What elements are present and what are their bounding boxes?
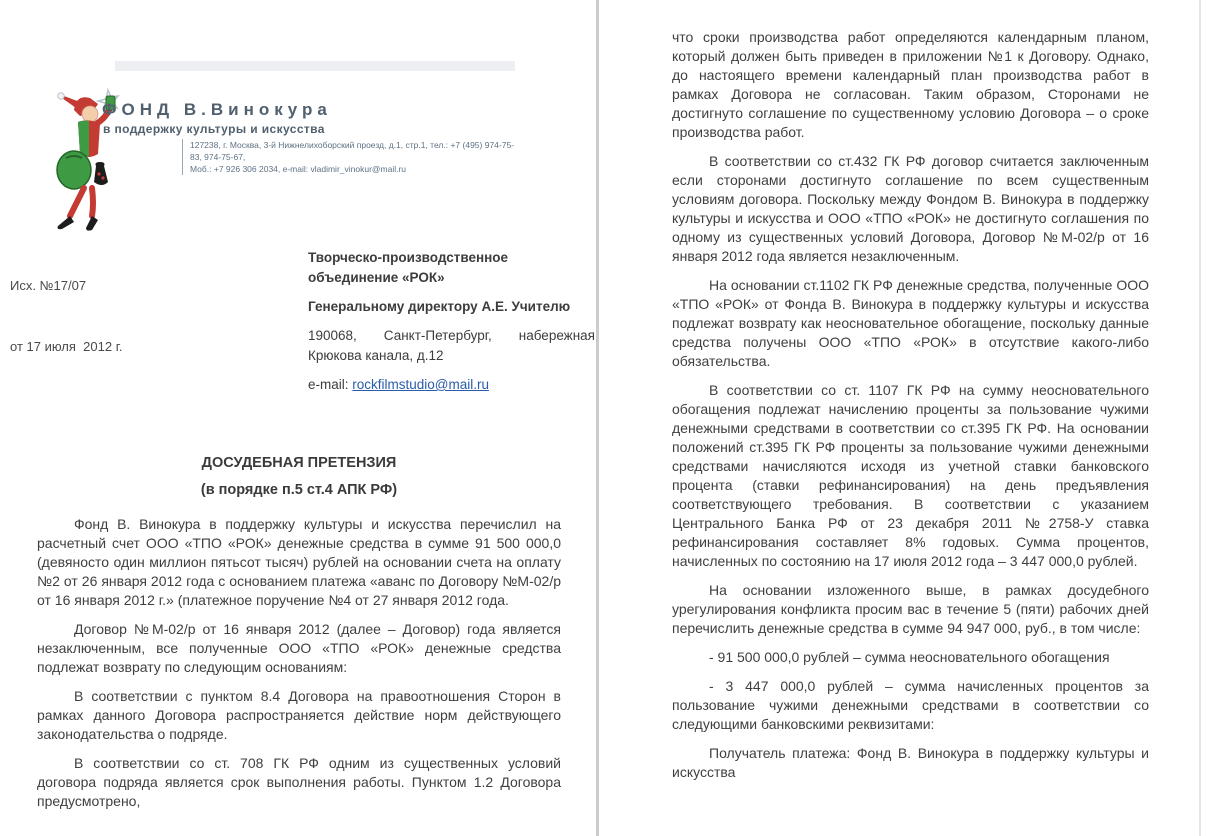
- recipient-address-line2: Крюкова канала, д.12: [308, 348, 444, 363]
- letterhead-org-name: ФОНД В.Винокура: [102, 100, 332, 119]
- paragraph: В соответствии со ст.432 ГК РФ договор считается заключенным если сторонами достигнуто соглашение по всем существенным условиям договора. Поскольку между Фондом В. Винокура в поддержку культуры и искусства и ООО «ТПО «РОК» не достигнуто соглашения по одному из существенных условий Договора, Договор №М-02/р от 16 января 2012 года является незаключенным.: [672, 153, 1149, 264]
- page-1-body: [37, 455, 561, 821]
- ref-number: Исх. №17/07: [10, 278, 87, 293]
- recipient-email-row: [308, 375, 595, 395]
- scan-artifact-strip: [115, 61, 515, 71]
- paragraph: Фонд В. Винокура в поддержку культуры и искусства перечислил на расчетный счет ООО «ТПО «РОК» денежные средства в сумме 91 500 000,0 (девяносто один миллион пятьсот тысяч) рублей на основании счета на оплату №2 от 26 января 2012 года с основанием платежа «аванс по Договору №М-02/р от 16 января 2012 г.» (платежное поручение №4 от 27 января 2012 года.: [37, 516, 561, 608]
- recipient-address: [308, 326, 595, 366]
- ref-date: от 17 июля 2012 г.: [10, 339, 123, 354]
- paragraph: На основании ст.1102 ГК РФ денежные средства, полученные ООО «ТПО «РОК» от Фонда В. Винокура в поддержку культуры и искусства подлежат возврату как неосновательное обогащение, поскольку данные средства получены ООО «ТПО «РОК» в отсутствие какого-либо обязательства.: [672, 277, 1149, 369]
- recipient-org-line1: Творческо-производственное: [308, 250, 509, 265]
- recipient-organization: [308, 248, 595, 288]
- paragraph: В соответствии со ст. 708 ГК РФ одним из существенных условий договора подряда является срок выполнения работы. Пунктом 1.2 Договора предусмотрено,: [37, 755, 561, 809]
- letterhead-address-line2: Моб.: +7 926 306 2034, e-mail: vladimir_vinokur@mail.ru: [190, 164, 407, 174]
- payee-line: Получатель платежа: Фонд В. Винокура в поддержку культуры и искусства: [672, 745, 1149, 780]
- recipient-block: [308, 248, 595, 404]
- recipient-address-line1: 190068, Санкт-Петербург, набережная: [308, 328, 595, 343]
- paragraph: В соответствии со ст. 1107 ГК РФ на сумму неосновательного обогащения подлежат начислению проценты за пользование чужими денежными средствами в соответствии со ст.395 ГК РФ. На основании положений ст.395 ГК РФ проценты за пользование чужими денежными средствами начисляются исходя из учетной ставки банковского процента (ставки рефинансирования) на день предъявления соответствующего требования. В соответствии с указанием Центрального Банка РФ от 23 декабря 2011 №2758-У ставка рефинансирования составляет 8% годовых. Сумма процентов, начисленных по состоянию на 17 июля 2012 года – 3 447 000,0 рублей.: [672, 382, 1149, 569]
- recipient-email-label: e-mail:: [308, 377, 353, 392]
- outgoing-ref-block: [10, 248, 122, 400]
- list-item-unjust-enrichment: - 91 500 000,0 рублей – сумма неосновательного обогащения: [709, 649, 1110, 665]
- letterhead-org-tagline: в поддержку культуры и искусства: [103, 122, 325, 136]
- scan-edge-line: [1199, 0, 1201, 836]
- page-divider-line: [596, 0, 599, 836]
- list-item-interest: - 3 447 000,0 рублей – сумма начисленных процентов за пользование чужими денежными средствами в соответствии со следующими банковскими реквизитами:: [672, 678, 1149, 732]
- letterhead-address-line1: 127238, г. Москва, 3-й Нижнелихоборский проезд, д.1, стр.1, тел.: +7 (495) 974-75-83, 974-75-67,: [190, 140, 515, 162]
- recipient-email-link[interactable]: rockfilmstudio@mail.ru: [352, 377, 489, 392]
- recipient-director: Генеральному директору А.Е. Учителю: [308, 299, 571, 314]
- page-2-body: [672, 28, 1149, 792]
- document-subtitle: (в порядке п.5 ст.4 АПК РФ): [200, 482, 398, 498]
- letterhead-address: [182, 139, 520, 175]
- paragraph: На основании изложенного выше, в рамках досудебного урегулирования конфликта просим вас в течение 5 (пяти) рабочих дней перечислить денежные средства в сумме 94 947 000, руб., в том числе:: [672, 582, 1149, 636]
- recipient-org-line2: объединение «РОК»: [308, 270, 445, 285]
- paragraph: В соответствии с пунктом 8.4 Договора на правоотношения Сторон в рамках данного Договора распространяется действие норм действующего законодательства о подряде.: [37, 688, 561, 742]
- document-title: ДОСУДЕБНАЯ ПРЕТЕНЗИЯ: [201, 455, 397, 471]
- paragraph: Договор №М-02/р от 16 января 2012 (далее – Договор) года является незаключенным, все полученные ООО «ТПО «РОК» денежные средства подлежат возврату по следующим основаниям:: [37, 621, 561, 675]
- paragraph-continuation: что сроки производства работ определяются календарным планом, который должен быть приведен в приложении №1 к Договору. Однако, до настоящего времени календарный план производства работ в рамках Договора не согласован. Таким образом, Сторонами не достигнуто соглашение по существенному условию Договора – о сроке производства работ.: [672, 29, 1149, 140]
